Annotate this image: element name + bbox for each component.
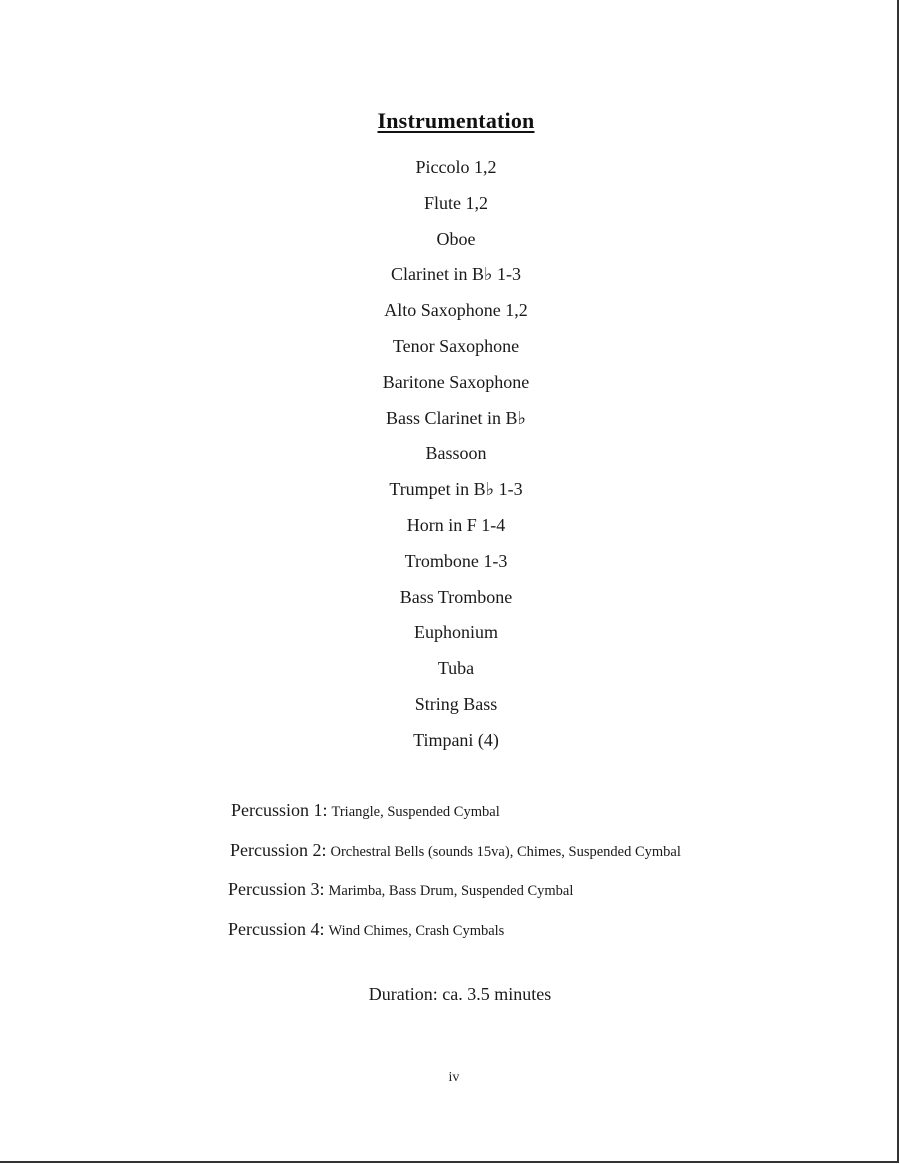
instrument-item: Piccolo 1,2 — [415, 157, 497, 177]
percussion-label: Percussion 3: — [228, 879, 325, 899]
percussion-section — [0, 796, 900, 954]
instrument-item: Timpani (4) — [413, 729, 499, 750]
percussion-row — [0, 836, 900, 876]
instrument-item: Oboe — [436, 228, 476, 249]
percussion-label: Percussion 1: — [231, 800, 328, 820]
instrument-item: Horn in F 1-4 — [406, 514, 506, 535]
percussion-instruments: Wind Chimes, Crash Cymbals — [328, 922, 505, 939]
percussion-row — [0, 875, 900, 915]
percussion-instruments: Orchestral Bells (sounds 15va), Chimes, Suspended Cymbal — [330, 843, 681, 860]
percussion-row — [0, 915, 900, 955]
instrument-item: String Bass — [414, 693, 498, 714]
instrument-item: Baritone Saxophone — [382, 371, 530, 392]
instrument-item: Trumpet in B♭ 1-3 — [389, 479, 523, 500]
instrument-item: Tuba — [437, 658, 475, 679]
percussion-instruments: Marimba, Bass Drum, Suspended Cymbal — [328, 883, 574, 899]
percussion-label: Percussion 2: — [230, 839, 327, 860]
instrument-item: Alto Saxophone 1,2 — [384, 300, 528, 321]
percussion-instruments: Triangle, Suspended Cymbal — [331, 804, 500, 820]
instrument-list — [0, 153, 900, 762]
page-title: Instrumentation — [377, 108, 535, 133]
instrument-item: Euphonium — [414, 622, 498, 643]
instrument-item: Trombone 1-3 — [404, 550, 508, 571]
percussion-label: Percussion 4: — [228, 918, 325, 939]
instrument-item: Flute 1,2 — [423, 192, 488, 213]
percussion-row — [0, 796, 900, 836]
instrument-item: Clarinet in B♭ 1-3 — [391, 264, 521, 285]
instrument-item: Bassoon — [425, 443, 487, 464]
instrument-item: Bass Clarinet in B♭ — [386, 407, 526, 428]
instrument-item: Tenor Saxophone — [392, 335, 520, 356]
duration-note: Duration: ca. 3.5 minutes — [368, 984, 552, 1004]
instrument-item: Bass Trombone — [399, 586, 513, 607]
page-number: iv — [448, 1070, 460, 1085]
